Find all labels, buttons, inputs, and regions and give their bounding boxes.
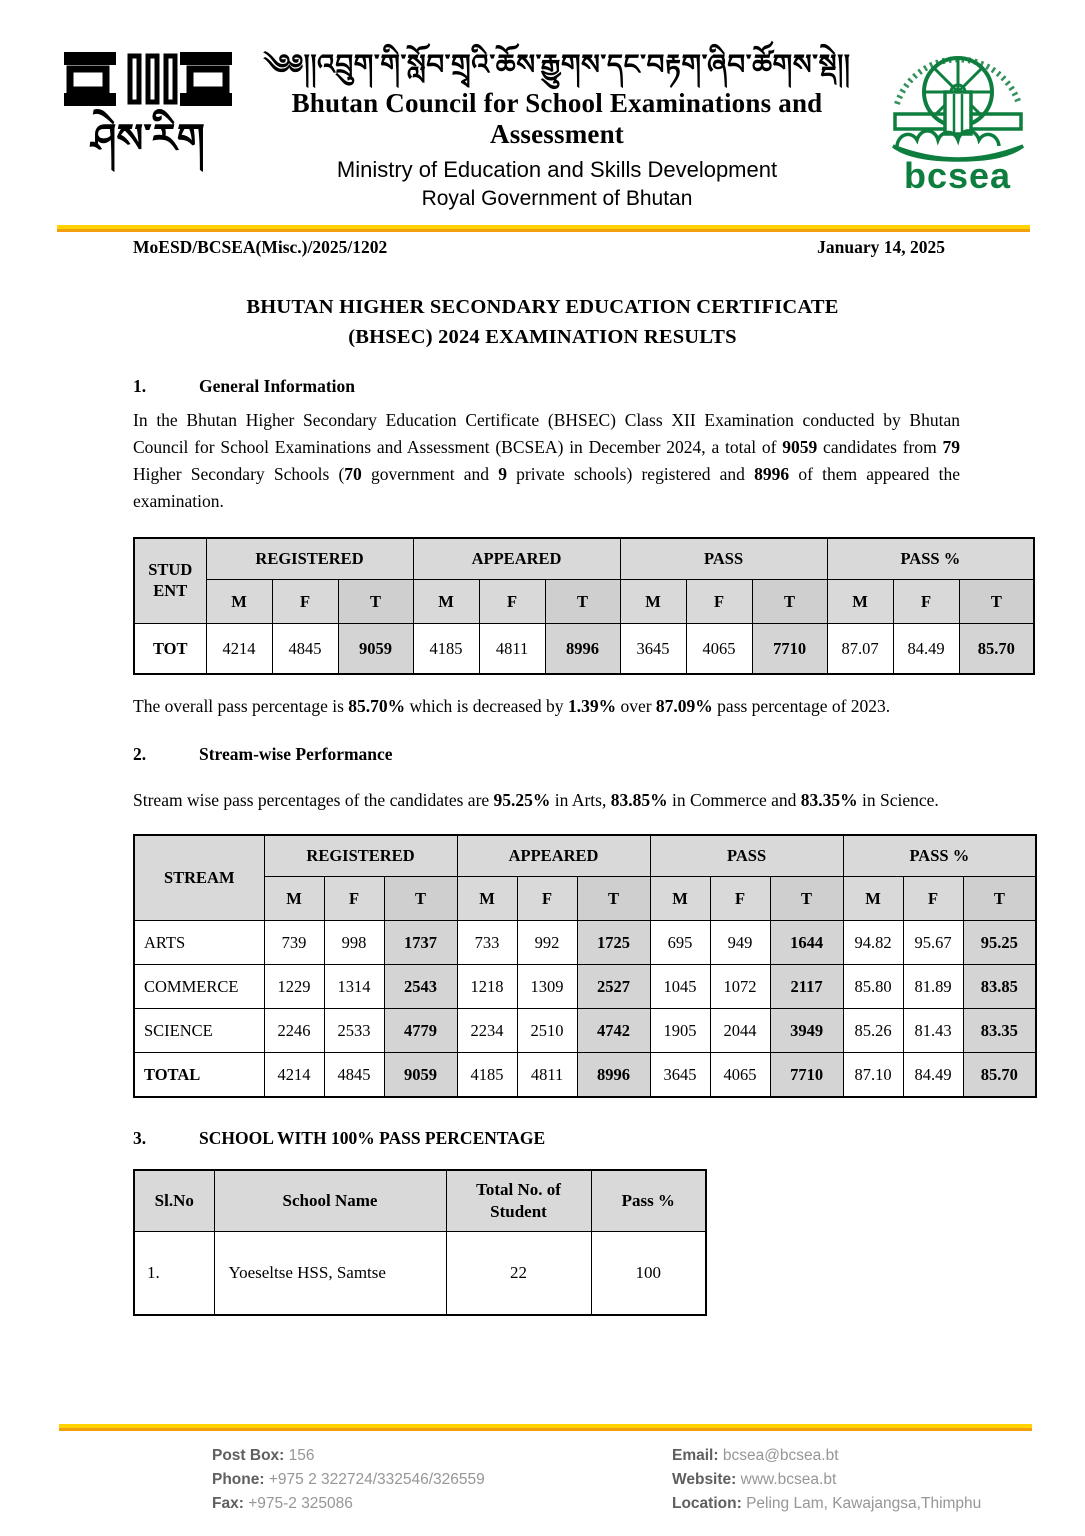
col-header-f: F (710, 877, 770, 921)
col-header-m: M (457, 877, 517, 921)
footer-postbox-label: Post Box: (212, 1447, 285, 1464)
col-header-f: F (272, 580, 338, 624)
table-cell: 84.49 (903, 1053, 963, 1098)
bcsea-logo-text: bcsea (903, 155, 1012, 196)
col-header-t: T (963, 877, 1036, 921)
table-cell: 87.07 (827, 624, 893, 675)
document-footer (0, 1424, 1085, 1516)
table-cell: 739 (264, 921, 324, 965)
table-cell: 4811 (517, 1053, 577, 1098)
table-group-header-row (134, 538, 1034, 580)
col-header-t: T (577, 877, 650, 921)
col-header-f: F (893, 580, 959, 624)
col-header-m: M (413, 580, 479, 624)
footer-location (672, 1492, 1002, 1516)
full-pass-schools-table (133, 1169, 707, 1316)
table-cell: 3645 (650, 1053, 710, 1098)
table-cell: 100 (591, 1232, 706, 1316)
document-title (0, 292, 1085, 352)
full-pass-schools-body (134, 1232, 706, 1316)
table-cell: 7710 (752, 624, 827, 675)
table-cell: 4845 (324, 1053, 384, 1098)
section-1-heading (133, 376, 1085, 397)
table-cell: 85.70 (963, 1053, 1036, 1098)
table-cell: 695 (650, 921, 710, 965)
stream-results-table (133, 834, 1037, 1098)
footer-right-column (672, 1444, 1002, 1516)
table-cell: 733 (457, 921, 517, 965)
col-header-t: T (770, 877, 843, 921)
table-cell: 1309 (517, 965, 577, 1009)
table-cell: 3949 (770, 1009, 843, 1053)
col-header-t: T (384, 877, 457, 921)
group-header-appeared: APPEARED (413, 538, 620, 580)
footer-phone (212, 1468, 542, 1492)
col-header-f: F (686, 580, 752, 624)
table-cell: 4811 (479, 624, 545, 675)
col-header-school-name: School Name (214, 1170, 446, 1232)
table-cell: 8996 (577, 1053, 650, 1098)
footer-location-value: Peling Lam, Kawajangsa,Thimphu (746, 1495, 982, 1512)
table-cell: Yoeseltse HSS, Samtse (214, 1232, 446, 1316)
col-header-m: M (650, 877, 710, 921)
table-cell: 3645 (620, 624, 686, 675)
table-cell: 84.49 (893, 624, 959, 675)
section-2-heading (133, 744, 1085, 765)
moesd-logo (62, 42, 234, 160)
group-header-pass: PASS (620, 538, 827, 580)
table-cell: 2533 (324, 1009, 384, 1053)
footer-email-value: bcsea@bcsea.bt (722, 1447, 839, 1464)
table-sub-header-row (134, 877, 1036, 921)
table-row (134, 1053, 1036, 1098)
footer-contact (0, 1444, 1085, 1516)
footer-postbox (212, 1444, 542, 1468)
table-cell: 949 (710, 921, 770, 965)
table-cell: 2246 (264, 1009, 324, 1053)
col-header-slno: Sl.No (134, 1170, 214, 1232)
col-header-f: F (324, 877, 384, 921)
footer-phone-value: +975 2 322724/332546/326559 (268, 1471, 485, 1488)
group-header-registered: REGISTERED (206, 538, 413, 580)
overall-results-table (133, 537, 1035, 675)
col-header-m: M (206, 580, 272, 624)
pecha-book-icon (62, 42, 234, 116)
stream-results-body (134, 921, 1036, 1098)
bcsea-logo (880, 34, 1035, 196)
footer-phone-label: Phone: (212, 1471, 265, 1488)
document-header (0, 0, 1085, 211)
title-line-2: (BHSEC) 2024 EXAMINATION RESULTS (348, 326, 737, 348)
table-cell: 4214 (264, 1053, 324, 1098)
col-header-pass-pct: Pass % (591, 1170, 706, 1232)
table-cell: 22 (446, 1232, 591, 1316)
table-cell: 85.70 (959, 624, 1034, 675)
footer-website-label: Website: (672, 1471, 737, 1488)
reference-row (133, 237, 945, 258)
table-cell: 87.10 (843, 1053, 903, 1098)
footer-location-label: Location: (672, 1495, 742, 1512)
table-cell: 1725 (577, 921, 650, 965)
table-cell: 94.82 (843, 921, 903, 965)
table-cell: 95.67 (903, 921, 963, 965)
table-row (134, 965, 1036, 1009)
table-cell: 8996 (545, 624, 620, 675)
section-3-number: 3. (133, 1128, 147, 1148)
table-sub-header-row (134, 580, 1034, 624)
table-cell: 4845 (272, 624, 338, 675)
table-cell: 9059 (338, 624, 413, 675)
group-header-pass: PASS (650, 835, 843, 877)
table-cell: 83.35 (963, 1009, 1036, 1053)
group-header-pass-pct: PASS % (827, 538, 1034, 580)
table-cell: 95.25 (963, 921, 1036, 965)
col-header-m: M (843, 877, 903, 921)
table-row (134, 624, 1034, 675)
stream-pass-paragraph: Stream wise pass percentages of the candidates are 95.25% in Arts, 83.85% in Commerce and 83.35% in Science. (133, 790, 939, 810)
table-cell: 1229 (264, 965, 324, 1009)
table-cell: TOT (134, 624, 206, 675)
table-cell: 2117 (770, 965, 843, 1009)
table-cell: 83.85 (963, 965, 1036, 1009)
table-cell: COMMERCE (134, 965, 264, 1009)
table-cell: 2543 (384, 965, 457, 1009)
table-cell: 4065 (710, 1053, 770, 1098)
table-cell: 1218 (457, 965, 517, 1009)
corner-header-cell: STREAM (134, 835, 264, 921)
table-cell: 81.43 (903, 1009, 963, 1053)
section-3-title: SCHOOL WITH 100% PASS PERCENTAGE (199, 1128, 546, 1148)
group-header-registered: REGISTERED (264, 835, 457, 877)
table-row (134, 1232, 706, 1316)
table-cell: 1. (134, 1232, 214, 1316)
col-header-f: F (517, 877, 577, 921)
section-3-heading (133, 1128, 1085, 1149)
table-cell: 1737 (384, 921, 457, 965)
col-header-m: M (264, 877, 324, 921)
table-cell: 7710 (770, 1053, 843, 1098)
table-header-row (134, 1170, 706, 1232)
group-header-pass-pct: PASS % (843, 835, 1036, 877)
col-header-m: M (827, 580, 893, 624)
section-2-title: Stream-wise Performance (199, 744, 393, 764)
moesd-logo-script: ཤེས་རིག (91, 116, 205, 161)
overall-results-body (134, 624, 1034, 675)
table-cell: 1045 (650, 965, 710, 1009)
col-header-t: T (752, 580, 827, 624)
table-cell: 998 (324, 921, 384, 965)
section-2-number: 2. (133, 744, 147, 764)
ministry-name: Ministry of Education and Skills Development (336, 157, 778, 182)
general-info-paragraph: In the Bhutan Higher Secondary Education Certificate (BHSEC) Class XII Examination conducted by Bhutan Council for School Examinations and Assessment (BCSEA) in December 2024, a total of 9059 candidates from 79 Higher Secondary Schools (70 government and 9 private schools) registered and 8996 of them appeared the examination. (133, 410, 961, 511)
table-cell: 2044 (710, 1009, 770, 1053)
dharma-wheel-lotus-icon (883, 34, 1033, 166)
title-line-1: BHUTAN HIGHER SECONDARY EDUCATION CERTIFICATE (246, 296, 839, 318)
table-cell: 85.26 (843, 1009, 903, 1053)
col-header-t: T (959, 580, 1034, 624)
footer-website-value: www.bcsea.bt (740, 1471, 837, 1488)
table-cell: 81.89 (903, 965, 963, 1009)
table-cell: 2510 (517, 1009, 577, 1053)
footer-fax (212, 1492, 542, 1516)
table-cell: SCIENCE (134, 1009, 264, 1053)
table-cell: 992 (517, 921, 577, 965)
table-cell: 4185 (457, 1053, 517, 1098)
footer-fax-label: Fax: (212, 1495, 244, 1512)
col-header-t: T (545, 580, 620, 624)
table-cell: 1072 (710, 965, 770, 1009)
group-header-appeared: APPEARED (457, 835, 650, 877)
table-cell: 9059 (384, 1053, 457, 1098)
col-header-total-students: Total No. of Student (446, 1170, 591, 1232)
overall-pass-paragraph: The overall pass percentage is 85.70% which is decreased by 1.39% over 87.09% pass percentage of 2023. (133, 696, 891, 716)
section-1-title: General Information (199, 376, 356, 396)
table-row (134, 1009, 1036, 1053)
table-cell: ARTS (134, 921, 264, 965)
footer-fax-value: +975-2 325086 (248, 1495, 353, 1512)
col-header-f: F (903, 877, 963, 921)
footer-left-column (212, 1444, 542, 1516)
table-cell: 2527 (577, 965, 650, 1009)
dzongkha-title: ༄༅།།འབྲུག་གི་སློབ་གྲྭའི་ཆོས་རྒྱུགས་དང་བརྟག་ཞིབ་ཚོགས་སྡེ།། (263, 50, 851, 81)
footer-postbox-value: 156 (288, 1447, 315, 1464)
footer-email (672, 1444, 1002, 1468)
table-cell: 1314 (324, 965, 384, 1009)
reference-number: MoESD/BCSEA(Misc.)/2025/1202 (133, 237, 388, 257)
government-name: Royal Government of Bhutan (421, 187, 693, 210)
table-cell: 4779 (384, 1009, 457, 1053)
section-1-number: 1. (133, 376, 147, 396)
col-header-m: M (620, 580, 686, 624)
footer-website (672, 1468, 1002, 1492)
table-cell: 2234 (457, 1009, 517, 1053)
table-cell: 4214 (206, 624, 272, 675)
header-divider (57, 225, 1030, 232)
organization-name: Bhutan Council for School Examinations and Assessment (291, 88, 823, 149)
table-group-header-row (134, 835, 1036, 877)
footer-email-label: Email: (672, 1447, 719, 1464)
table-cell: 85.80 (843, 965, 903, 1009)
table-row (134, 921, 1036, 965)
table-cell: 4185 (413, 624, 479, 675)
masthead-text (234, 42, 880, 211)
table-cell: 1905 (650, 1009, 710, 1053)
col-header-t: T (338, 580, 413, 624)
col-header-f: F (479, 580, 545, 624)
corner-header-cell: STUD ENT (134, 538, 206, 624)
table-cell: TOTAL (134, 1053, 264, 1098)
table-cell: 4065 (686, 624, 752, 675)
footer-divider (59, 1424, 1032, 1431)
table-cell: 1644 (770, 921, 843, 965)
document-date: January 14, 2025 (817, 237, 945, 257)
table-cell: 4742 (577, 1009, 650, 1053)
